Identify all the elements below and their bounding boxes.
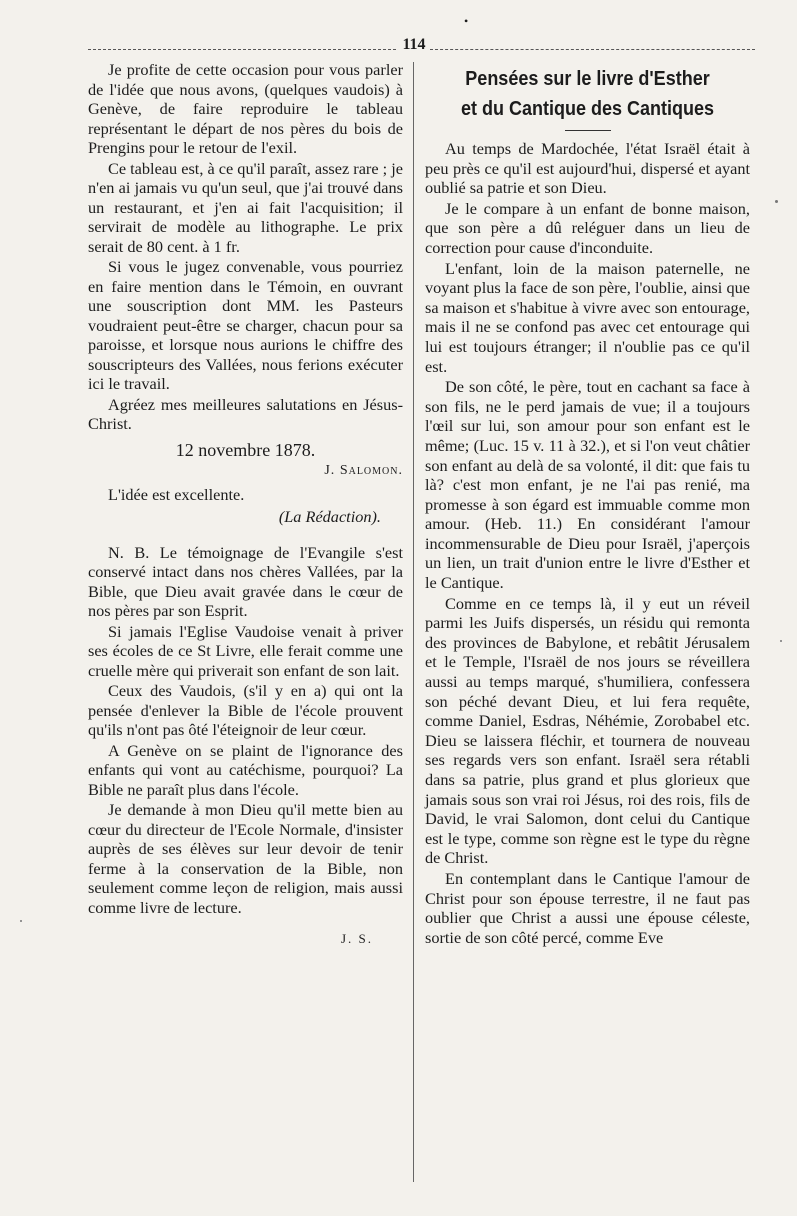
- page-number: 114: [402, 36, 426, 53]
- article-title-line-1: Pensées sur le livre d'Esther: [465, 68, 710, 90]
- signature-initial: J.: [324, 462, 336, 478]
- letter-paragraph: Je profite de cette occasion pour vous parler de l'idée que nous avons, (quelques vaudois) à Genève, de faire reproduire le tableau représentant le départ de nos pères du bois de Prengins pour le retour de l'exil.: [88, 60, 403, 157]
- right-column: [425, 60, 750, 947]
- letter-paragraph: Ce tableau est, à ce qu'il paraît, assez rare ; je n'en ai jamais vu qu'un seul, que j'ai trouvé dans un restaurant, et j'en ai fait l'acquisition; il servirait de modèle au lithographe. Le prix serait de 80 cent. à 1 fr.: [88, 158, 403, 256]
- letter-paragraph: Si vous le jugez convenable, vous pourriez en faire mention dans le Témoin, en ouvrant une souscription dont MM. les Pasteurs voudraient peut-être se charger, chacun pour sa paroisse, et lorsque nous aurions le chiffre des souscripteurs des Vallées, nous ferions exécuter ici le travail.: [88, 257, 403, 393]
- print-speck: [775, 200, 778, 203]
- editor-note: L'idée est excellente.: [108, 484, 245, 504]
- letter-signature: [88, 463, 403, 479]
- nb-paragraph: Si jamais l'Eglise Vaudoise venait à priver ses écoles de ce St Livre, elle ferait comme une cruelle mère qui priverait son enfant de son lait.: [88, 621, 403, 680]
- print-speck: [780, 640, 782, 642]
- nb-paragraph: Ceux des Vaudois, (s'il y en a) qui ont la pensée d'enlever la Bible de l'école prouvent qu'ils n'ont pas ôté l'éteignoir de leur cœur.: [88, 681, 403, 739]
- article-title-line-2: et du Cantique des Cantiques: [460, 98, 715, 120]
- header-rule-right: [430, 49, 755, 50]
- article-paragraph: Comme en ce temps là, il y eut un réveil parmi les Juifs dispersés, un résidu qui remonta des provinces de Babylone, et rebâtit Jérusalem et le Temple, l'Israël de nos jours se réveillera aussi au temps marqué, s'humiliera, confessera son péché devant Dieu, et lui fera requête, comme Daniel, Esdras, Néhémie, Zorobabel etc. Dieu se laissera fléchir, et tournera de nouveau ses regards vers son enfant. Israël sera rétabli dans sa patrie, plus grand et plus glorieux que jamais sous son vrai roi Jésus, roi des rois, fils de David, le vrai Salomon, dont celui du Cantique est le type, comme son règne est le type du règne de Christ.: [425, 593, 750, 868]
- nb-paragraph: Je demande à mon Dieu qu'il mette bien au cœur du directeur de l'Ecole Normale, d'insister auprès de ses élèves sur leur devoir de tenir ferme à la conservation de la Bible, non seulement comme leçon de religion, mais aussi comme livre de lecture.: [88, 800, 403, 917]
- title-rule: [565, 130, 611, 131]
- article-paragraph: En contemplant dans le Cantique l'amour de Christ pour son épouse terrestre, il ne faut pas oublier que Christ a aussi une épouse céleste, sortie de son côté percé, comme Eve: [425, 868, 750, 947]
- editor-credit: (La Rédaction).: [278, 506, 381, 526]
- print-speck: [20, 920, 22, 922]
- letter-date: 12 novembre 1878.: [175, 439, 316, 460]
- article-paragraph: L'enfant, loin de la maison paternelle, ne voyant plus la face de son père, l'oublie, ainsi que sa maison et s'habitue à vivre avec son entourage, mais il ne se confond pas avec cet entourage qui lui est toujours étranger; il n'oublie pas ce qu'il est.: [425, 258, 750, 376]
- article-title: [441, 64, 734, 124]
- article-paragraph: Au temps de Mardochée, l'état Israël était à peu près ce qu'il est aujourd'hui, dispersé et ayant oublié sa patrie et son Dieu.: [425, 139, 750, 198]
- article-paragraph: Je le compare à un enfant de bonne maison, que son père a dû reléguer dans un lieu de correction pour cause d'inconduite.: [425, 198, 750, 257]
- print-speck: •: [464, 14, 469, 28]
- article-paragraph: De son côté, le père, tout en cachant sa face à son fils, ne le perd jamais de vue; il a toujours l'œil sur lui, son amour pour son enfant est le même; (Luc. 15 v. 11 à 32.), et si l'on veut châtier son enfant au delà de sa volonté, il dit: que fais tu là? c'est mon enfant, je ne l'ai pas renié, ma promesse à son égard est immuable comme mon amour. (Heb. 11.) En considérant l'amour incommensurable de Dieu pour Israël, j'aperçois un lien, un trait d'union entre le livre d'Esther et le Cantique.: [425, 377, 750, 593]
- header-rule-left: [88, 49, 396, 50]
- letter-paragraph: Agréez mes meilleures salutations en Jésus-Christ.: [88, 394, 403, 433]
- nb-paragraph: N. B. Le témoignage de l'Evangile s'est conservé intact dans nos chères Vallées, par la Bible, que Dieu avait gravée dans le cœur de nos pères par son Esprit.: [88, 542, 403, 620]
- closing-initials: J. S.: [340, 931, 373, 946]
- signature-name: Salomon.: [339, 462, 403, 478]
- nb-paragraph: A Genève on se plaint de l'ignorance des enfants qui vont au catéchisme, pourquoi? La Bible ne paraît plus dans l'école.: [88, 740, 403, 799]
- left-column: [88, 60, 403, 947]
- column-divider: [413, 62, 414, 1182]
